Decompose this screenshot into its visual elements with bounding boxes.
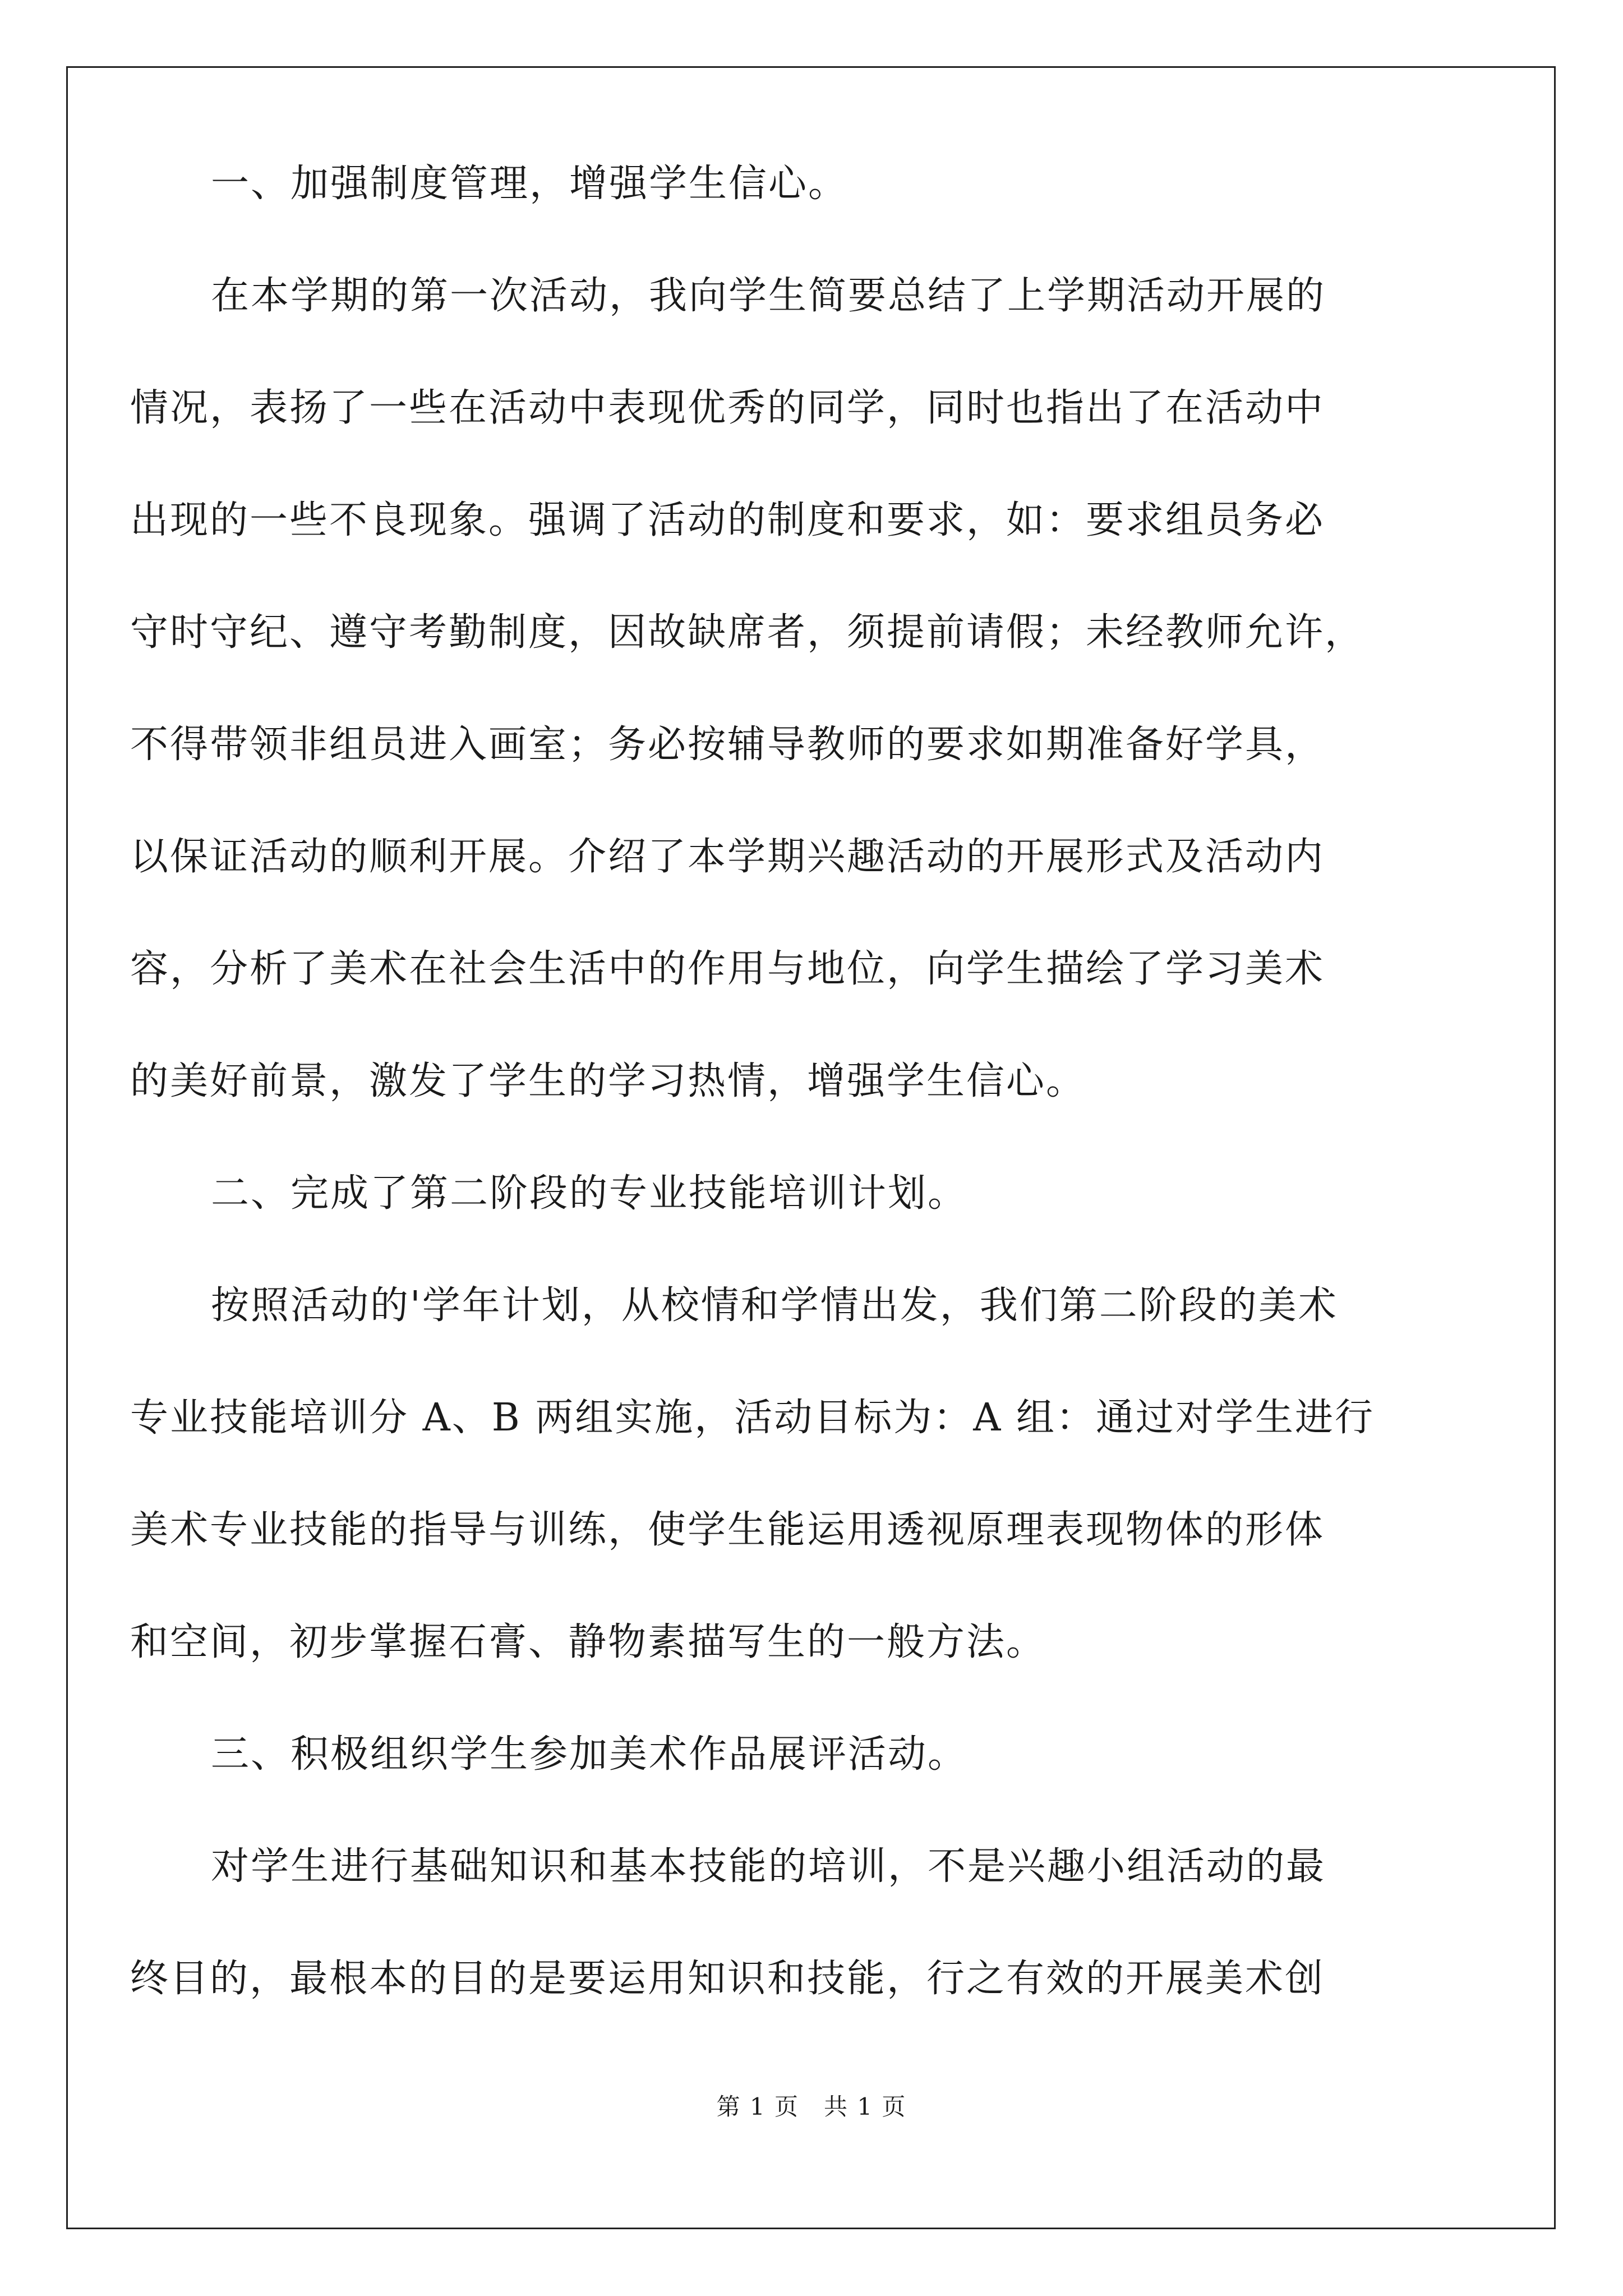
paragraph-line: 和空间，初步掌握石膏、静物素描写生的一般方法。 <box>130 1620 1046 1664</box>
paragraph-line: 容，分析了美术在社会生活中的作用与地位，向学生描绘了学习美术 <box>130 947 1325 991</box>
paragraph-line: 在本学期的第一次活动，我向学生简要总结了上学期活动开展的 <box>211 274 1326 318</box>
paragraph-line: 出现的一些不良现象。强调了活动的制度和要求，如：要求组员务必 <box>130 498 1325 542</box>
section-heading-2: 二、完成了第二阶段的专业技能培训计划。 <box>211 1171 968 1216</box>
paragraph-line: 专业技能培训分 A、B 两组实施，活动目标为：A 组：通过对学生进行 <box>130 1396 1375 1440</box>
page-number-footer: 第 1 页 共 1 页 <box>716 2093 907 2120</box>
section-heading-3: 三、积极组织学生参加美术作品展评活动。 <box>211 1732 968 1777</box>
paragraph-line: 的美好前景，激发了学生的学习热情，增强学生信心。 <box>130 1059 1086 1103</box>
paragraph-line: 以保证活动的顺利开展。介绍了本学期兴趣活动的开展形式及活动内 <box>130 835 1325 879</box>
paragraph-line: 情况，表扬了一些在活动中表现优秀的同学，同时也指出了在活动中 <box>130 386 1325 430</box>
paragraph-line: 美术专业技能的指导与训练，使学生能运用透视原理表现物体的形体 <box>130 1508 1325 1552</box>
paragraph-line: 终目的，最根本的目的是要运用知识和技能，行之有效的开展美术创 <box>130 1957 1325 2001</box>
paragraph-line: 对学生进行基础知识和基本技能的培训，不是兴趣小组活动的最 <box>211 1844 1326 1889</box>
paragraph-line: 按照活动的'学年计划，从校情和学情出发，我们第二阶段的美术 <box>211 1283 1338 1328</box>
document-body <box>130 128 1493 2035</box>
section-heading-1: 一、加强制度管理，增强学生信心。 <box>211 162 849 206</box>
paragraph-line: 不得带领非组员进入画室；务必按辅导教师的要求如期准备好学具， <box>130 723 1325 767</box>
paragraph-line: 守时守纪、遵守考勤制度，因故缺席者，须提前请假；未经教师允许， <box>130 610 1365 655</box>
